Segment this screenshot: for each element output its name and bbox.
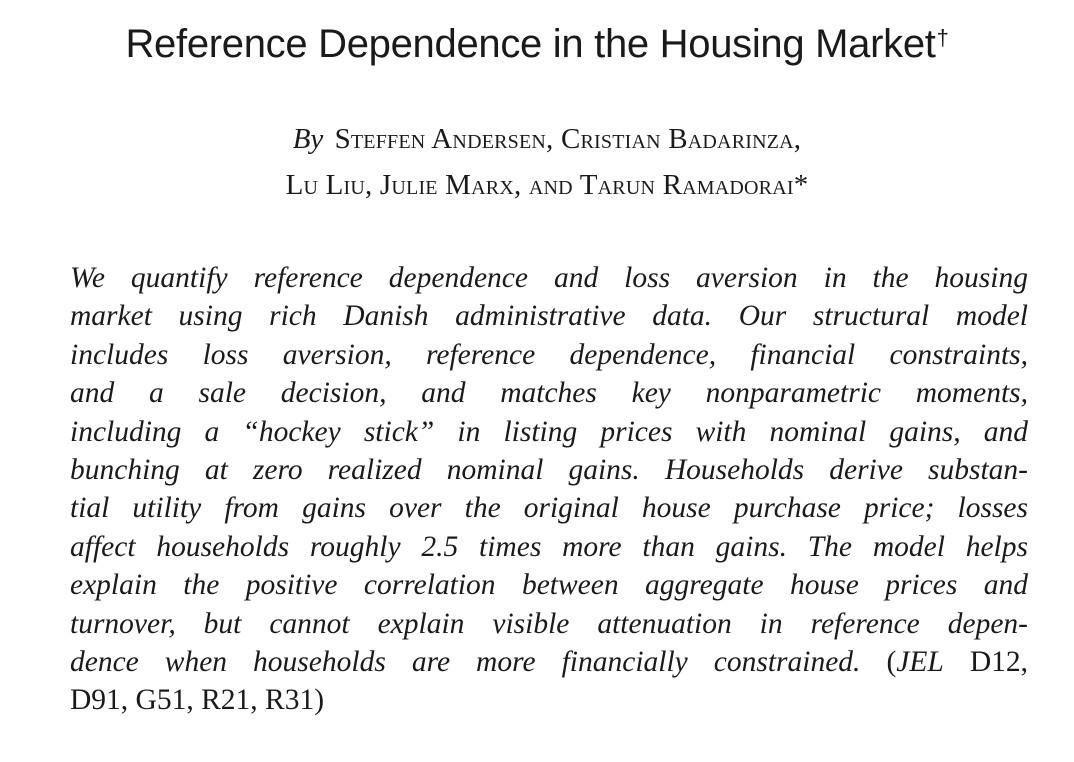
title-text: Reference Dependence in the Housing Market xyxy=(125,22,936,66)
abstract-line: market using rich Danish administrative data. Our structural model xyxy=(70,300,1028,333)
abstract-line: affect households roughly 2.5 times more than gains. The model helps xyxy=(70,530,1028,563)
author-byline xyxy=(0,116,1074,208)
jel-close-paren: ) xyxy=(314,684,325,717)
abstract xyxy=(70,259,1028,720)
abstract-line: bunching at zero realized nominal gains. Households derive substan- xyxy=(70,453,1028,486)
jel-codes-2: D91, G51, R21, R31 xyxy=(70,684,315,717)
jel-codes-1: D12, xyxy=(969,645,1029,678)
jel-line xyxy=(70,681,1028,719)
abstract-line: explain the positive correlation between aggregate house prices and xyxy=(70,569,1028,602)
abstract-line: turnover, but cannot explain visible attenuation in reference depen- xyxy=(70,607,1028,640)
byline-prefix: By xyxy=(292,123,324,155)
abstract-line: We quantify reference dependence and loss aversion in the housing xyxy=(70,262,1028,294)
abstract-line: including a “hockey stick” in listing prices with nominal gains, and xyxy=(70,415,1028,448)
abstract-line: and a sale decision, and matches key nonparametric moments, xyxy=(70,377,1028,410)
author-names-2: Lu Liu, Julie Marx, and Tarun Ramadorai* xyxy=(285,169,809,201)
author-names-1: Steffen Andersen, Cristian Badarinza, xyxy=(334,123,802,155)
author-line-1 xyxy=(0,116,1074,162)
abstract-line: tial utility from gains over the original house purchase price; losses xyxy=(70,492,1028,525)
abstract-line: dence when households are more financially constrained. xyxy=(70,645,861,678)
abstract-line: includes loss aversion, reference dependence, financial constraints, xyxy=(70,338,1028,371)
paper-title xyxy=(0,14,1074,74)
title-footnote-mark: † xyxy=(936,25,949,50)
jel-open-paren: ( xyxy=(886,645,897,678)
jel-label: JEL xyxy=(896,645,944,678)
author-line-2 xyxy=(0,162,1074,208)
abstract-line-with-jel xyxy=(70,643,1028,681)
